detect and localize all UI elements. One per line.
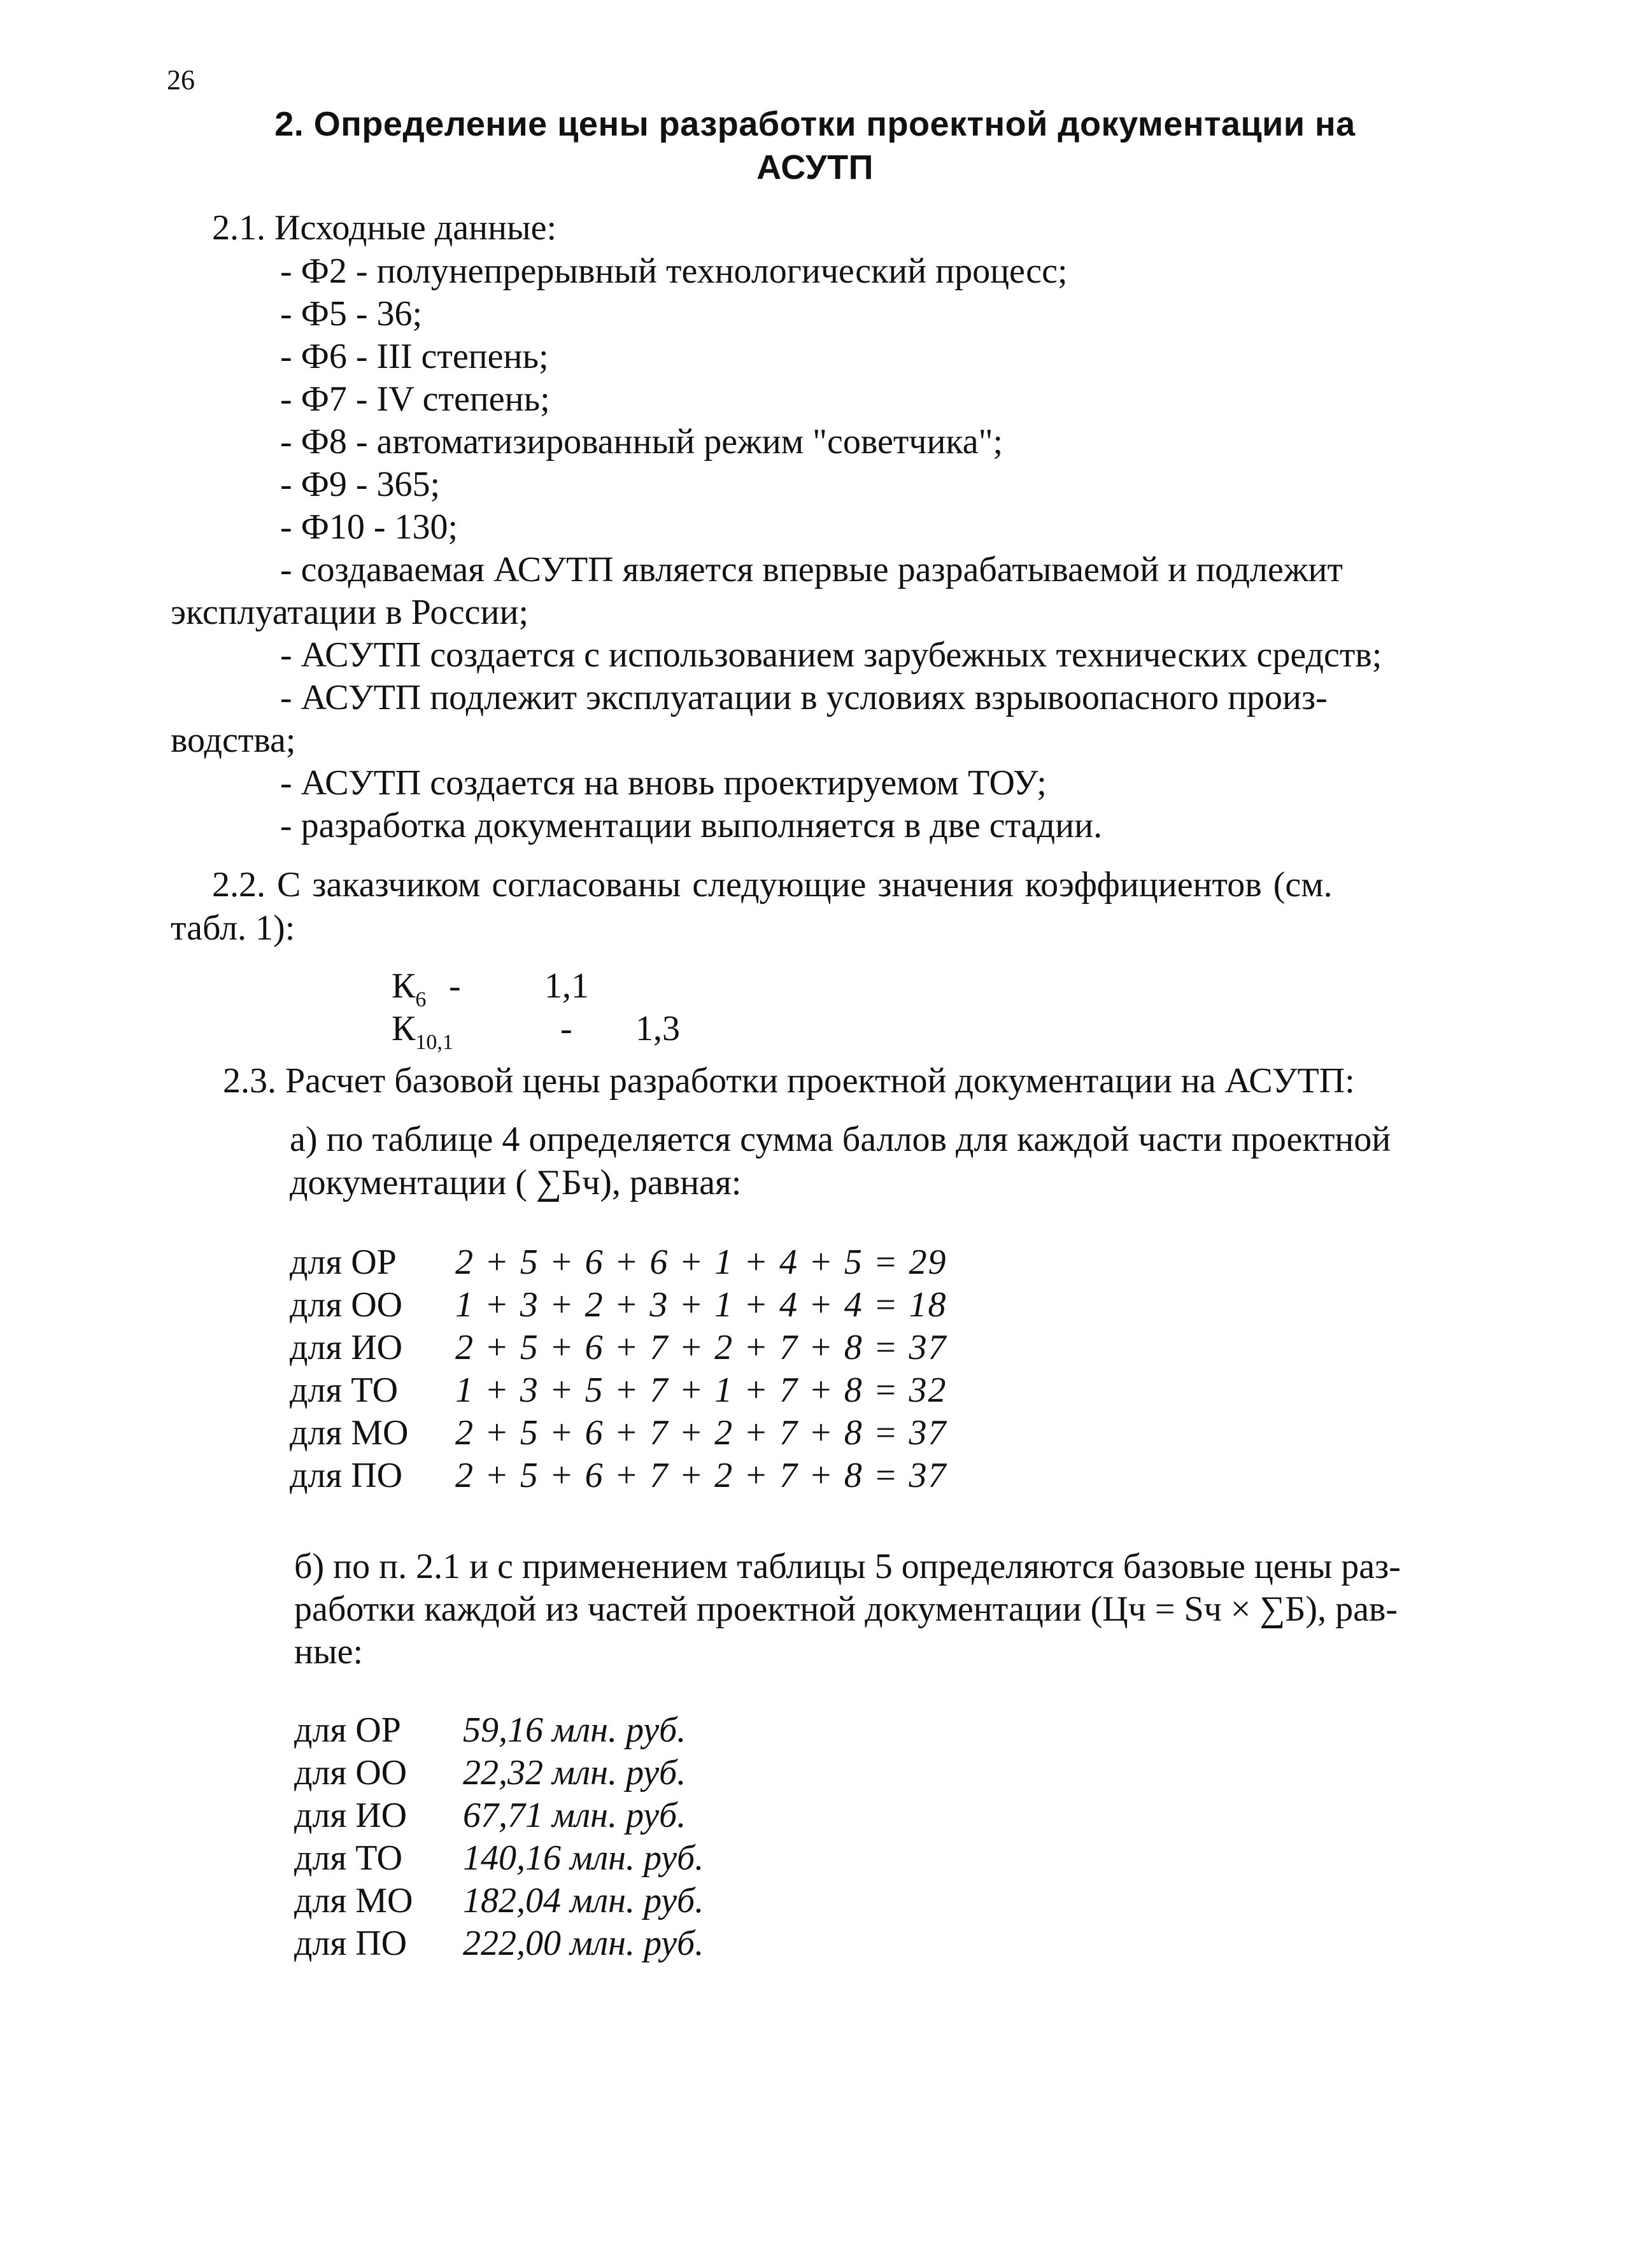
- list-item: - разработка документации выполняется в две стадии.: [280, 806, 1103, 845]
- list-item: - АСУТП создается с использованием зарубежных технических средств;: [280, 635, 1382, 675]
- coefficient-k10-1-dash: -: [560, 1009, 572, 1048]
- coefficient-k6-dash: -: [449, 966, 461, 1006]
- list-item: - Ф9 - 365;: [280, 465, 441, 504]
- section-2-3-b-line-1: б) по п. 2.1 и с применением таблицы 5 определяются базовые цены раз-: [294, 1547, 1401, 1586]
- page-number: 26: [167, 64, 195, 95]
- list-item: - создаваемая АСУТП является впервые разрабатываемой и подлежит: [280, 550, 1343, 589]
- price-row-value: 67,71 млн. руб.: [463, 1796, 686, 1835]
- price-row-value: 222,00 млн. руб.: [463, 1924, 704, 1963]
- coefficient-symbol: К: [392, 966, 416, 1006]
- sum-row-label: для ИО: [290, 1328, 403, 1367]
- section-2-3-b-line-2: работки каждой из частей проектной документации (Цч = Sч × ∑Б), рав-: [294, 1589, 1398, 1629]
- title-line-1: 2. Определение цены разработки проектной документации на: [274, 105, 1356, 143]
- coefficient-k6: [392, 968, 426, 1011]
- sum-row-expression: 2 + 5 + 6 + 6 + 1 + 4 + 5 = 29: [455, 1243, 947, 1282]
- sum-row-expression: 2 + 5 + 6 + 7 + 2 + 7 + 8 = 37: [455, 1413, 947, 1453]
- list-item: - Ф10 - 130;: [280, 507, 458, 547]
- coefficient-k6-value: 1,1: [544, 966, 589, 1006]
- price-row-label: для МО: [294, 1881, 413, 1920]
- coefficient-k10-1-value: 1,3: [635, 1009, 680, 1048]
- sum-row-label: для ОО: [290, 1285, 403, 1325]
- title-line-2: АСУТП: [756, 148, 874, 187]
- list-item: - Ф6 - III степень;: [280, 337, 549, 376]
- list-item: эксплуатации в России;: [171, 593, 528, 632]
- price-row-label: для ОО: [294, 1753, 408, 1793]
- list-item: - Ф7 - IV степень;: [280, 379, 550, 419]
- section-2-3-a-line-1: а) по таблице 4 определяется сумма баллов для каждой части проектной: [290, 1120, 1391, 1159]
- price-row-label: для ПО: [294, 1924, 408, 1963]
- section-2-2-line-1: 2.2. С заказчиком согласованы следующие значения коэффициентов (см.: [212, 865, 1333, 905]
- price-row-label: для ОР: [294, 1710, 401, 1750]
- sum-row-expression: 1 + 3 + 2 + 3 + 1 + 4 + 4 = 18: [455, 1285, 947, 1325]
- sum-row-label: для МО: [290, 1413, 409, 1453]
- list-item: - АСУТП подлежит эксплуатации в условиях взрывоопасного произ-: [280, 678, 1328, 717]
- price-row-value: 182,04 млн. руб.: [463, 1881, 704, 1920]
- list-item: водства;: [171, 721, 296, 760]
- section-2-3-a-line-2: документации ( ∑Бч), равная:: [290, 1163, 742, 1202]
- sum-row-expression: 2 + 5 + 6 + 7 + 2 + 7 + 8 = 37: [455, 1456, 947, 1495]
- price-row-label: для ТО: [294, 1838, 403, 1878]
- sum-row-label: для ПО: [290, 1456, 403, 1495]
- price-row-value: 140,16 млн. руб.: [463, 1838, 704, 1878]
- coefficient-subscript: 10,1: [415, 1031, 453, 1054]
- section-2-1-heading: 2.1. Исходные данные:: [212, 208, 557, 248]
- coefficient-symbol: К: [392, 1009, 416, 1048]
- list-item: - АСУТП создается на вновь проектируемом ТОУ;: [280, 763, 1047, 803]
- list-item: - Ф5 - 36;: [280, 294, 423, 334]
- price-row-label: для ИО: [294, 1796, 408, 1835]
- sum-row-label: для ОР: [290, 1243, 397, 1282]
- section-2-3-heading: 2.3. Расчет базовой цены разработки проектной документации на АСУТП:: [223, 1061, 1355, 1101]
- list-item: - Ф2 - полунепрерывный технологический процесс;: [280, 251, 1068, 291]
- coefficient-k10-1: [392, 1011, 453, 1053]
- section-2-3-b-line-3: ные:: [294, 1632, 364, 1672]
- coefficient-subscript: 6: [415, 988, 427, 1011]
- price-row-value: 59,16 млн. руб.: [463, 1710, 686, 1750]
- sum-row-label: для ТО: [290, 1370, 399, 1410]
- price-row-value: 22,32 млн. руб.: [463, 1753, 686, 1793]
- section-2-2-line-2: табл. 1):: [171, 908, 295, 948]
- list-item: - Ф8 - автоматизированный режим "советчика";: [280, 422, 1003, 461]
- sum-row-expression: 1 + 3 + 5 + 7 + 1 + 7 + 8 = 32: [455, 1370, 947, 1410]
- sum-row-expression: 2 + 5 + 6 + 7 + 2 + 7 + 8 = 37: [455, 1328, 947, 1367]
